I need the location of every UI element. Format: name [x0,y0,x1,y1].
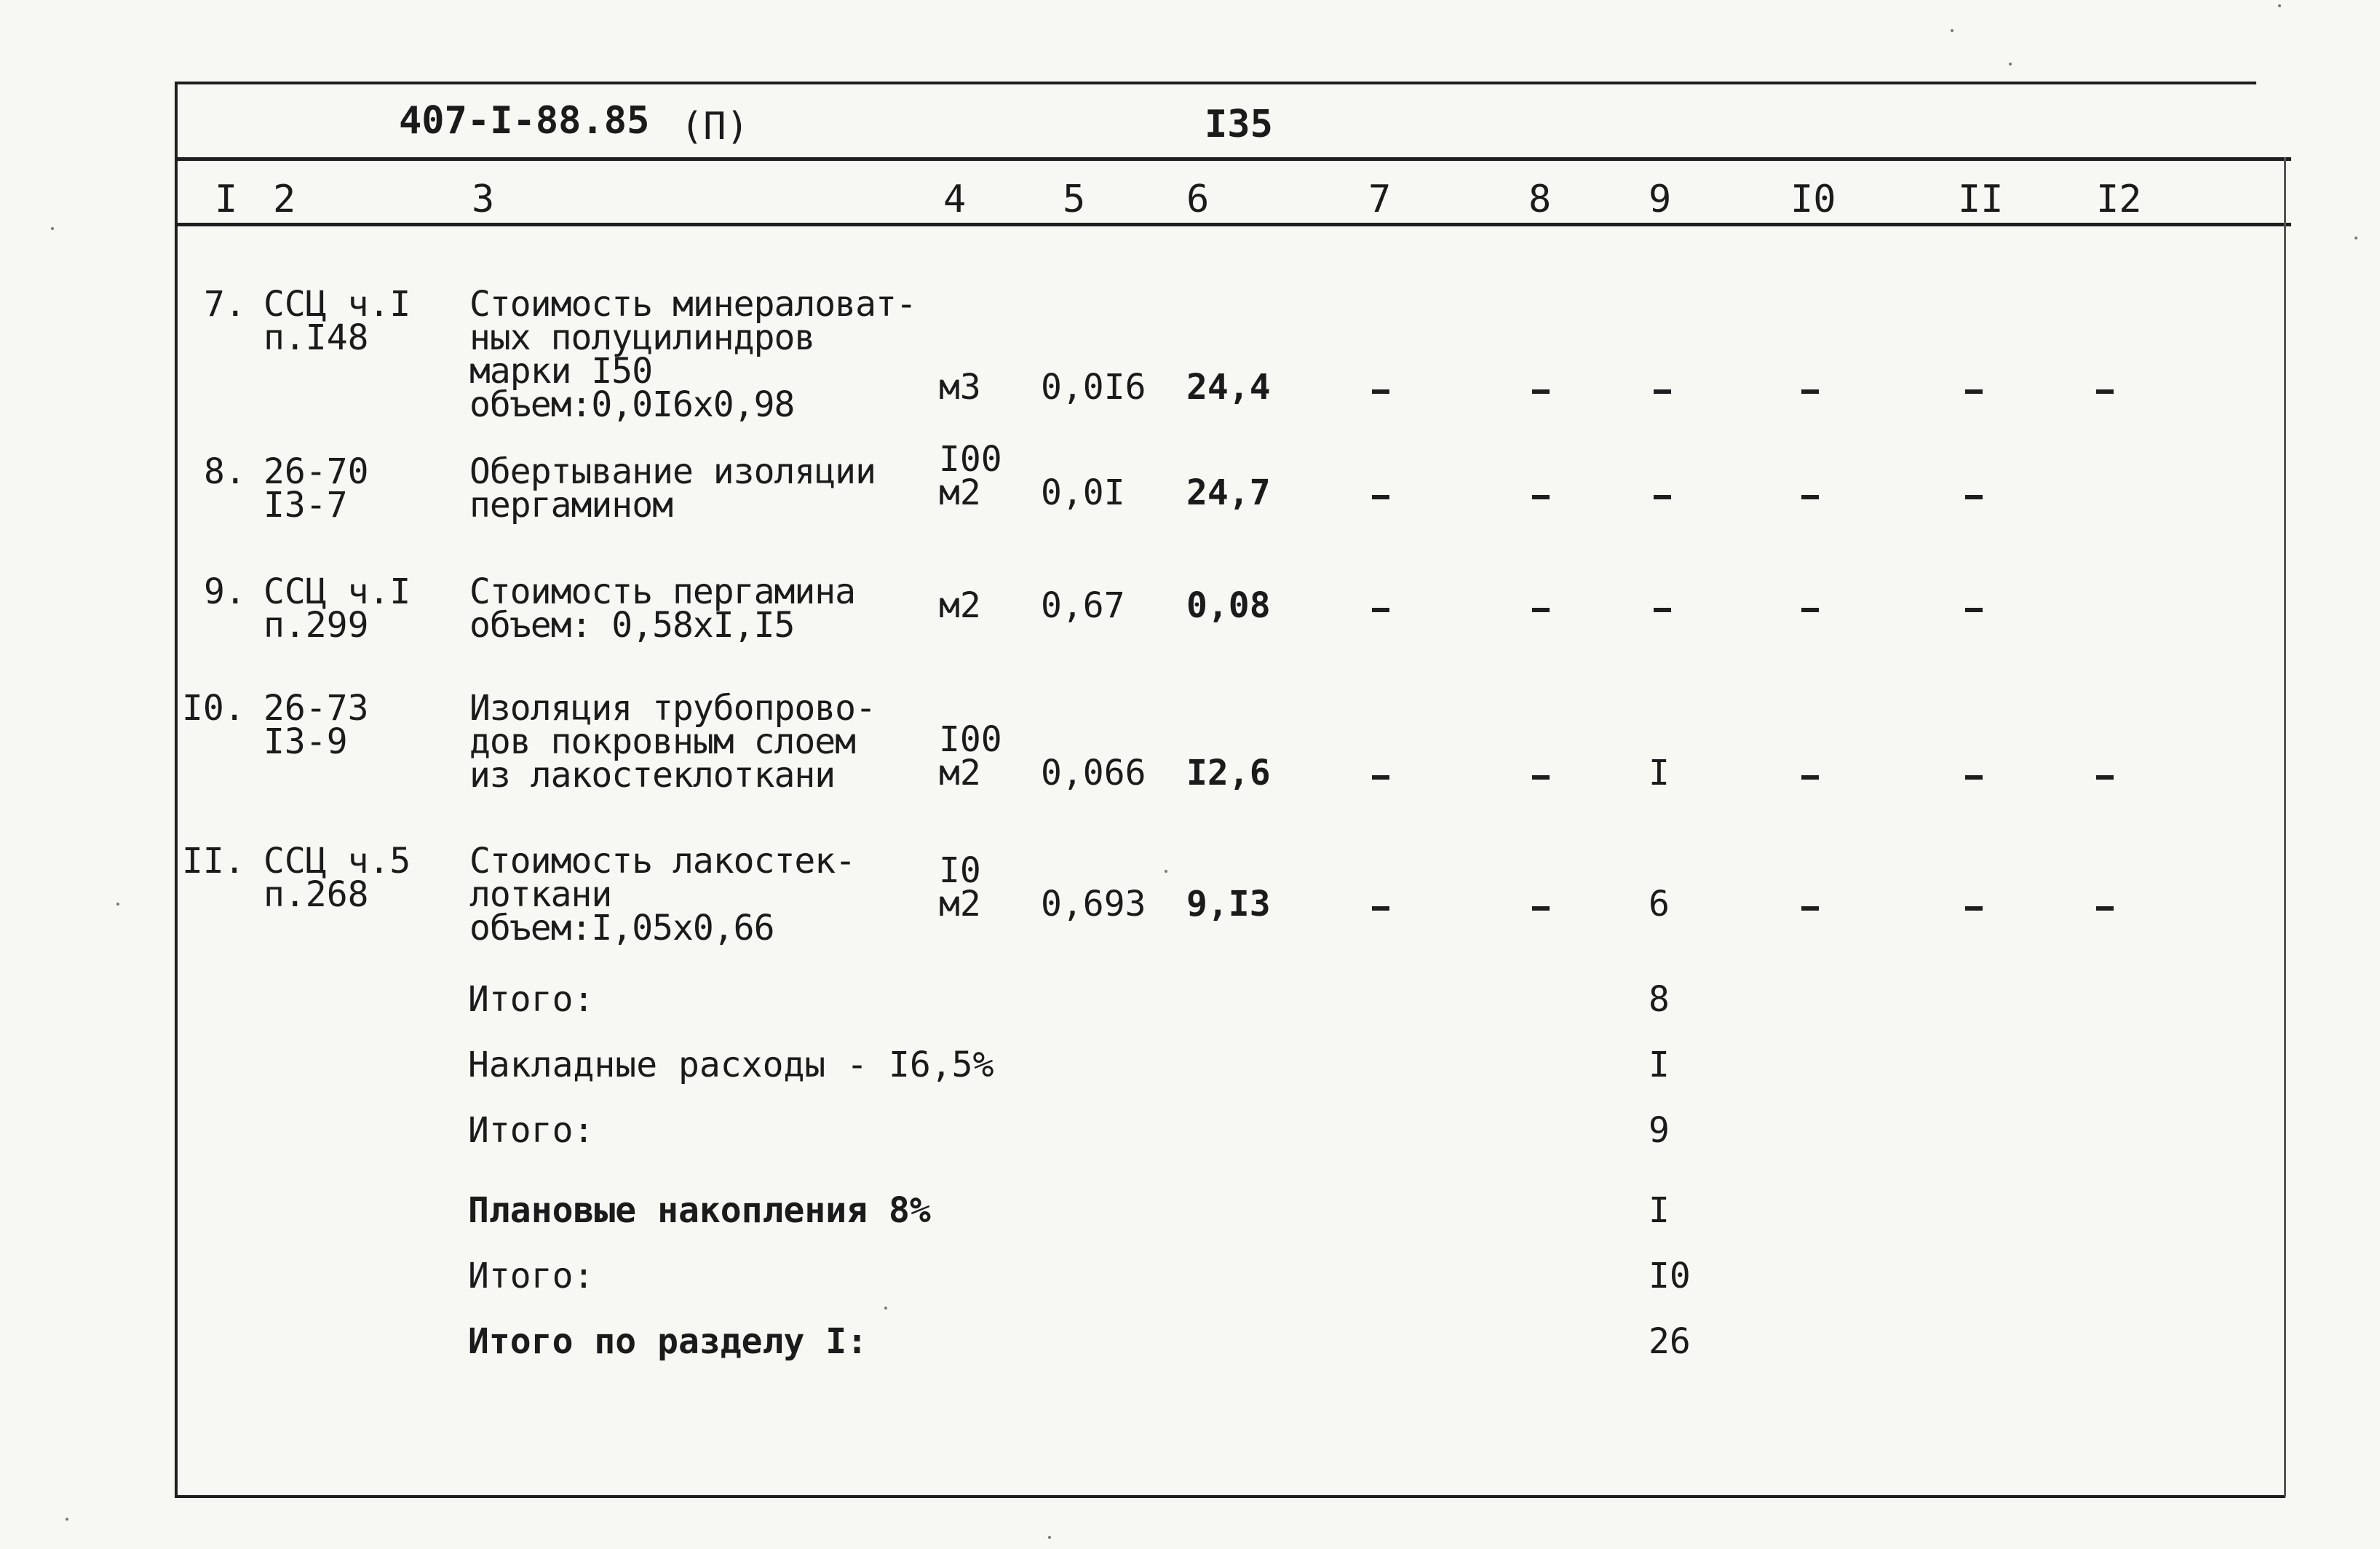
totals-label: Итого: [468,1110,595,1151]
empty-cell-dash [2096,906,2114,911]
row-quantity: 0,67 [1041,585,1125,626]
frame-header-line [175,157,2291,161]
frame-colhead-line [175,223,2291,226]
row-quantity: 0,0I6 [1041,367,1146,408]
row-reference: ССЦ ч.I п.299 [263,571,411,646]
column-header-1: I [215,178,238,221]
row-price: 9,I3 [1186,884,1271,924]
scan-speck [2355,237,2357,239]
scan-speck [884,1307,887,1310]
empty-cell-dash [1801,389,1819,394]
row-quantity: 0,0I [1041,472,1125,513]
totals-value: I0 [1649,1256,1691,1296]
row-reference: 26-73 I3-9 [263,688,369,762]
row-reference: ССЦ ч.5 п.268 [263,841,411,915]
frame-right-line [2284,157,2286,1497]
column-header-9: 9 [1649,178,1672,221]
empty-cell-dash [1532,608,1550,612]
column-header-8: 8 [1528,178,1552,221]
totals-value: I [1649,1190,1670,1231]
scan-speck [51,227,54,230]
row-number: 7. [204,284,246,325]
scan-speck [116,903,119,906]
scan-speck [2009,63,2012,66]
empty-cell-dash [1965,906,1983,911]
row-quantity: 0,693 [1041,884,1146,924]
empty-cell-dash [1372,906,1389,911]
row-unit: I00 м2 [939,439,1002,513]
empty-cell-dash [1532,389,1550,394]
totals-value: I [1649,1045,1670,1085]
empty-cell-dash [1532,495,1550,499]
column-header-11: II [1958,178,2004,221]
empty-cell-dash [2096,775,2114,780]
row-price: 24,4 [1186,367,1271,408]
empty-cell-dash [1965,608,1983,612]
empty-cell-dash [2096,389,2114,394]
empty-cell-dash [1372,608,1389,612]
column-header-7: 7 [1368,178,1392,221]
empty-cell-dash [1801,775,1819,780]
empty-cell-dash [1965,495,1983,499]
empty-cell-dash [1965,389,1983,394]
row-number: 9. [204,571,246,612]
row-reference: 26-70 I3-7 [263,451,369,526]
empty-cell-dash [1801,608,1819,612]
empty-cell-dash [1801,495,1819,499]
row-description: Обертывание изоляции пергамином [469,451,876,526]
empty-cell-dash [1965,775,1983,780]
empty-cell-dash [1532,906,1550,911]
column-header-12: I2 [2096,178,2142,221]
totals-value: 8 [1649,979,1670,1020]
row-col9-value: I [1649,753,1670,793]
document-code: 407-I-88.85 [399,99,650,143]
row-price: 24,7 [1186,472,1271,513]
totals-label: Итого: [468,979,595,1020]
empty-cell-dash [1372,775,1389,780]
totals-value: 26 [1649,1321,1691,1362]
totals-label: Плановые накопления 8% [468,1190,931,1231]
frame-left-line [175,82,178,1498]
row-unit: м3 [939,367,981,408]
empty-cell-dash [1372,495,1389,499]
row-unit: I0 м2 [939,850,981,924]
row-quantity: 0,066 [1041,753,1146,793]
row-number: I0. [182,688,245,729]
frame-bottom-line [175,1495,2285,1498]
scan-speck [66,1518,68,1521]
empty-cell-dash [1801,906,1819,911]
row-unit: м2 [939,585,981,626]
row-description: Стоимость пергамина объем: 0,58xI,I5 [469,571,856,646]
row-description: Изоляция трубопрово- дов покровным слоем из лакостеклоткани [469,688,876,796]
row-price: I2,6 [1186,753,1271,793]
column-header-4: 4 [943,178,967,221]
row-unit: I00 м2 [939,719,1002,793]
row-reference: ССЦ ч.I п.I48 [263,284,411,358]
document-mark: (П) [681,105,749,148]
empty-cell-dash [1532,775,1550,780]
empty-cell-dash [1654,389,1671,394]
column-header-10: I0 [1790,178,1836,221]
scan-speck [2278,4,2281,7]
row-number: 8. [204,451,246,492]
empty-cell-dash [1372,389,1389,394]
empty-cell-dash [1654,608,1671,612]
totals-value: 9 [1649,1110,1670,1151]
page-number: I35 [1205,103,1273,146]
scan-speck [1048,1536,1051,1539]
empty-cell-dash [1654,495,1671,499]
totals-label: Итого: [468,1256,595,1296]
frame-top-line [175,82,2256,84]
row-description: Стоимость лакостек- лоткани объем:I,05x0,66 [469,841,856,948]
column-header-3: 3 [472,178,495,221]
totals-label: Накладные расходы - I6,5% [468,1045,994,1085]
totals-label: Итого по разделу I: [468,1321,868,1362]
column-header-6: 6 [1186,178,1210,221]
column-header-5: 5 [1063,178,1086,221]
row-price: 0,08 [1186,585,1271,626]
row-description: Стоимость минераловат- ных полуцилиндров марки I50 объем:0,0I6x0,98 [469,284,916,425]
scan-speck [1951,29,1953,32]
column-header-2: 2 [273,178,296,221]
row-col9-value: 6 [1649,884,1670,924]
row-number: II. [182,841,245,882]
scan-speck [1165,870,1167,873]
